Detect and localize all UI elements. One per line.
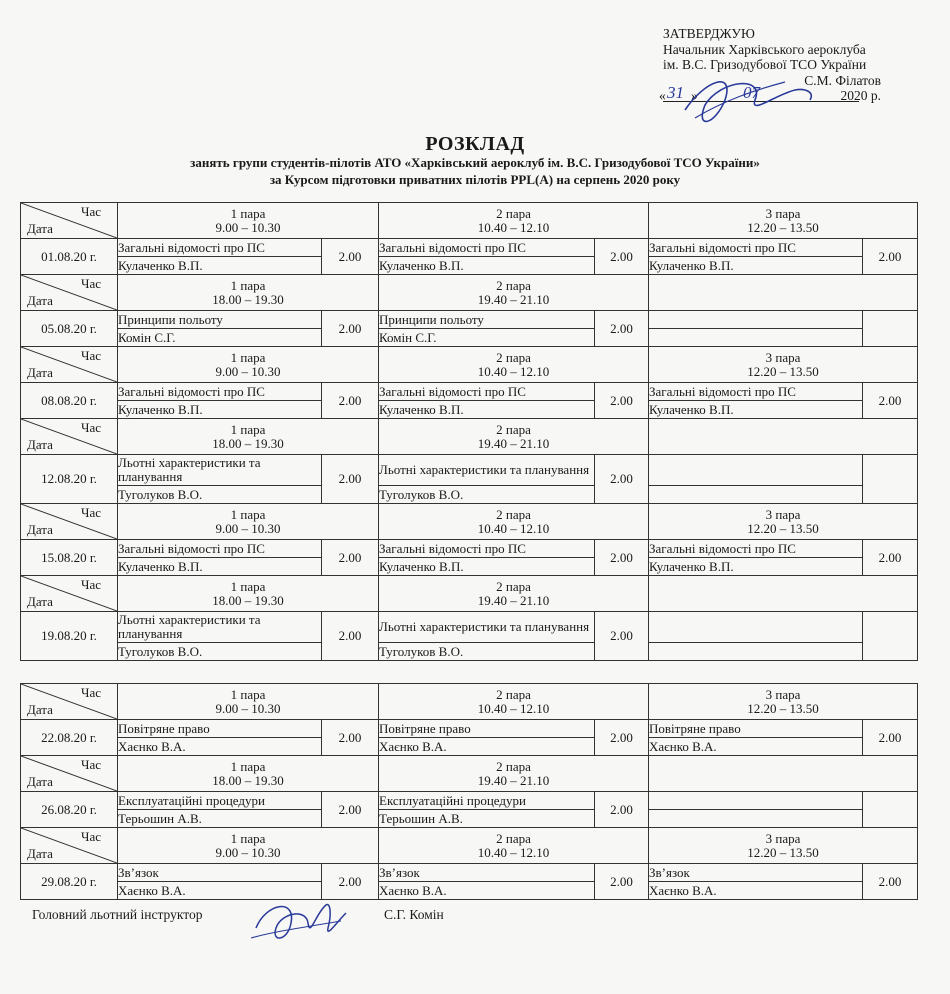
empty-cell (649, 311, 863, 329)
lesson-instructor: Туголуков В.О. (379, 486, 595, 504)
lesson-hours: 2.00 (863, 864, 918, 900)
approval-date-year: 2020 р. (840, 88, 881, 103)
corner-cell: Час Дата (21, 419, 118, 455)
lesson-subject: Льотні характеристики та планування (379, 612, 595, 643)
corner-cell: Час Дата (21, 576, 118, 612)
lesson-subject: Принципи польоту (379, 311, 595, 329)
lesson-row (21, 311, 918, 329)
lesson-row (21, 329, 918, 347)
date-close-quote: » (691, 88, 698, 103)
slot-header-empty (649, 756, 918, 792)
lesson-date: 19.08.20 г. (21, 612, 118, 661)
lesson-hours: 2.00 (322, 792, 379, 828)
lesson-instructor: Кулаченко В.П. (379, 401, 595, 419)
lesson-instructor: Хаєнко В.А. (118, 882, 322, 900)
lesson-hours: 2.00 (322, 383, 379, 419)
lesson-hours: 2.00 (595, 792, 649, 828)
header-row (21, 756, 918, 792)
lesson-instructor: Комін С.Г. (118, 329, 322, 347)
empty-cell (649, 455, 863, 486)
lesson-row (21, 738, 918, 756)
lesson-hours: 2.00 (595, 540, 649, 576)
approval-heading: ЗАТВЕРДЖУЮ (663, 26, 755, 41)
lesson-hours: 2.00 (595, 383, 649, 419)
slot-header: 2 пара 19.40 – 21.10 (379, 576, 649, 612)
lesson-instructor: Комін С.Г. (379, 329, 595, 347)
empty-cell (863, 311, 918, 347)
slot-header: 1 пара 9.00 – 10.30 (118, 203, 379, 239)
slot-header: 2 пара 10.40 – 12.10 (379, 684, 649, 720)
lesson-subject: Загальні відомості про ПС (118, 540, 322, 558)
lesson-subject: Принципи польоту (118, 311, 322, 329)
lesson-instructor: Туголуков В.О. (118, 486, 322, 504)
lesson-instructor: Хаєнко В.А. (118, 738, 322, 756)
empty-cell (863, 792, 918, 828)
lesson-instructor: Кулаченко В.П. (118, 257, 322, 275)
empty-cell (863, 612, 918, 661)
instructor-signature (246, 893, 356, 953)
slot-header: 3 пара 12.20 – 13.50 (649, 203, 918, 239)
lesson-subject: Повітряне право (379, 720, 595, 738)
corner-cell: Час Дата (21, 275, 118, 311)
lesson-subject: Зв’язок (649, 864, 863, 882)
header-row (21, 576, 918, 612)
empty-cell (649, 329, 863, 347)
lesson-instructor: Туголуков В.О. (379, 643, 595, 661)
subtitle-line2: за Курсом підготовки приватних пілотів PPL(A) на серпень 2020 року (269, 172, 681, 187)
lesson-date: 29.08.20 г. (21, 864, 118, 900)
lesson-instructor: Кулаченко В.П. (118, 558, 322, 576)
slot-header: 2 пара 19.40 – 21.10 (379, 419, 649, 455)
header-row (21, 419, 918, 455)
lesson-date: 01.08.20 г. (21, 239, 118, 275)
corner-cell: Час Дата (21, 828, 118, 864)
lesson-subject: Експлуатаційні процедури (379, 792, 595, 810)
approval-position-line2: ім. В.С. Гризодубової ТСО України (663, 57, 867, 72)
lesson-subject: Зв’язок (379, 864, 595, 882)
approval-position-line1: Начальник Харківського аероклуба (663, 41, 866, 57)
lesson-hours: 2.00 (322, 455, 379, 504)
director-signature (675, 60, 825, 135)
lesson-row (21, 401, 918, 419)
slot-header: 1 пара 9.00 – 10.30 (118, 347, 379, 383)
corner-cell: Час Дата (21, 504, 118, 540)
lesson-row (21, 486, 918, 504)
corner-cell: Час Дата (21, 756, 118, 792)
lesson-hours: 2.00 (322, 239, 379, 275)
subtitle-line1: занять групи студентів-пілотів АТО «Харківський аероклуб ім. В.С. Гризодубової ТСО України» (190, 155, 760, 170)
date-label: Дата (27, 221, 53, 236)
lesson-subject: Експлуатаційні процедури (118, 792, 322, 810)
lesson-subject: Загальні відомості про ПС (649, 239, 863, 257)
lesson-subject: Льотні характеристики та планування (379, 455, 595, 486)
lesson-instructor: Кулаченко В.П. (379, 257, 595, 275)
lesson-hours: 2.00 (322, 864, 379, 900)
header-row (21, 504, 918, 540)
time-label: Час (81, 204, 101, 219)
lesson-hours: 2.00 (322, 540, 379, 576)
schedule-table-1 (20, 202, 918, 661)
slot-header: 1 пара 18.00 – 19.30 (118, 576, 379, 612)
lesson-subject: Повітряне право (649, 720, 863, 738)
lesson-subject: Загальні відомості про ПС (118, 239, 322, 257)
lesson-hours: 2.00 (595, 720, 649, 756)
approval-date-day: 31 (667, 83, 684, 102)
slot-header: 2 пара 10.40 – 12.10 (379, 347, 649, 383)
corner-cell: Час Дата (21, 347, 118, 383)
slot-header: 3 пара 12.20 – 13.50 (649, 684, 918, 720)
lesson-hours: 2.00 (595, 612, 649, 661)
footer-role: Головний льотний інструктор (32, 907, 203, 922)
slot-header: 2 пара 19.40 – 21.10 (379, 756, 649, 792)
slot-header: 1 пара 9.00 – 10.30 (118, 504, 379, 540)
header-row (21, 347, 918, 383)
lesson-date: 26.08.20 г. (21, 792, 118, 828)
empty-cell (863, 455, 918, 504)
lesson-hours: 2.00 (595, 455, 649, 504)
lesson-subject: Повітряне право (118, 720, 322, 738)
lesson-hours: 2.00 (595, 239, 649, 275)
lesson-instructor: Терьошин А.В. (118, 810, 322, 828)
lesson-instructor: Кулаченко В.П. (649, 257, 863, 275)
page-title: РОЗКЛАД (425, 133, 525, 155)
slot-header: 3 пара 12.20 – 13.50 (649, 504, 918, 540)
slot-header: 2 пара 10.40 – 12.10 (379, 203, 649, 239)
lesson-row (21, 792, 918, 810)
lesson-subject: Загальні відомості про ПС (649, 383, 863, 401)
lesson-row (21, 643, 918, 661)
lesson-instructor: Кулаченко В.П. (649, 558, 863, 576)
lesson-instructor: Туголуков В.О. (118, 643, 322, 661)
slot-header-empty (649, 419, 918, 455)
lesson-hours: 2.00 (863, 540, 918, 576)
lesson-row (21, 612, 918, 643)
schedule-table-2 (20, 683, 918, 900)
lesson-row (21, 864, 918, 882)
lesson-instructor: Кулаченко В.П. (379, 558, 595, 576)
slot-header: 2 пара 19.40 – 21.10 (379, 275, 649, 311)
lesson-hours: 2.00 (863, 383, 918, 419)
lesson-instructor: Хаєнко В.А. (379, 882, 595, 900)
lesson-instructor: Хаєнко В.А. (379, 738, 595, 756)
lesson-row (21, 558, 918, 576)
slot-header: 1 пара 18.00 – 19.30 (118, 275, 379, 311)
lesson-date: 05.08.20 г. (21, 311, 118, 347)
slot-header: 3 пара 12.20 – 13.50 (649, 828, 918, 864)
lesson-row (21, 383, 918, 401)
lesson-row (21, 720, 918, 738)
lesson-row (21, 540, 918, 558)
lesson-hours: 2.00 (322, 311, 379, 347)
slot-header: 1 пара 9.00 – 10.30 (118, 828, 379, 864)
lesson-instructor: Кулаченко В.П. (118, 401, 322, 419)
lesson-hours: 2.00 (595, 864, 649, 900)
lesson-instructor: Хаєнко В.А. (649, 738, 863, 756)
empty-cell (649, 612, 863, 643)
lesson-hours: 2.00 (863, 239, 918, 275)
lesson-hours: 2.00 (322, 612, 379, 661)
lesson-instructor: Кулаченко В.П. (649, 401, 863, 419)
slot-header: 1 пара 9.00 – 10.30 (118, 684, 379, 720)
approval-name: С.М. Філатов (804, 72, 881, 88)
slot-header-empty (649, 275, 918, 311)
lesson-subject: Льотні характеристики та планування (118, 612, 322, 643)
lesson-hours: 2.00 (863, 720, 918, 756)
empty-cell (649, 792, 863, 810)
slot-header: 3 пара 12.20 – 13.50 (649, 347, 918, 383)
lesson-instructor: Хаєнко В.А. (649, 882, 863, 900)
empty-cell (649, 810, 863, 828)
slot-header: 2 пара 10.40 – 12.10 (379, 828, 649, 864)
lesson-hours: 2.00 (322, 720, 379, 756)
footer-name: С.Г. Комін (384, 907, 444, 922)
lesson-row (21, 239, 918, 257)
lesson-subject: Загальні відомості про ПС (649, 540, 863, 558)
slot-header: 1 пара 18.00 – 19.30 (118, 756, 379, 792)
lesson-subject: Загальні відомості про ПС (379, 383, 595, 401)
header-row (21, 275, 918, 311)
corner-cell: Час Дата (21, 684, 118, 720)
slot-header: 2 пара 10.40 – 12.10 (379, 504, 649, 540)
slot-header-empty (649, 576, 918, 612)
lesson-row (21, 810, 918, 828)
lesson-row (21, 455, 918, 486)
empty-cell (649, 486, 863, 504)
lesson-instructor: Терьошин А.В. (379, 810, 595, 828)
corner-cell (21, 203, 118, 239)
header-row (21, 203, 918, 239)
lesson-date: 22.08.20 г. (21, 720, 118, 756)
empty-cell (649, 643, 863, 661)
lesson-subject: Загальні відомості про ПС (379, 540, 595, 558)
approval-date-month: 07 (743, 83, 760, 102)
lesson-hours: 2.00 (595, 311, 649, 347)
lesson-row (21, 882, 918, 900)
lesson-subject: Льотні характеристики та планування (118, 455, 322, 486)
lesson-date: 08.08.20 г. (21, 383, 118, 419)
lesson-date: 12.08.20 г. (21, 455, 118, 504)
lesson-row (21, 257, 918, 275)
header-row (21, 828, 918, 864)
lesson-subject: Зв’язок (118, 864, 322, 882)
lesson-subject: Загальні відомості про ПС (118, 383, 322, 401)
lesson-subject: Загальні відомості про ПС (379, 239, 595, 257)
slot-header: 1 пара 18.00 – 19.30 (118, 419, 379, 455)
header-row (21, 684, 918, 720)
lesson-date: 15.08.20 г. (21, 540, 118, 576)
date-open-quote: « (659, 88, 666, 103)
